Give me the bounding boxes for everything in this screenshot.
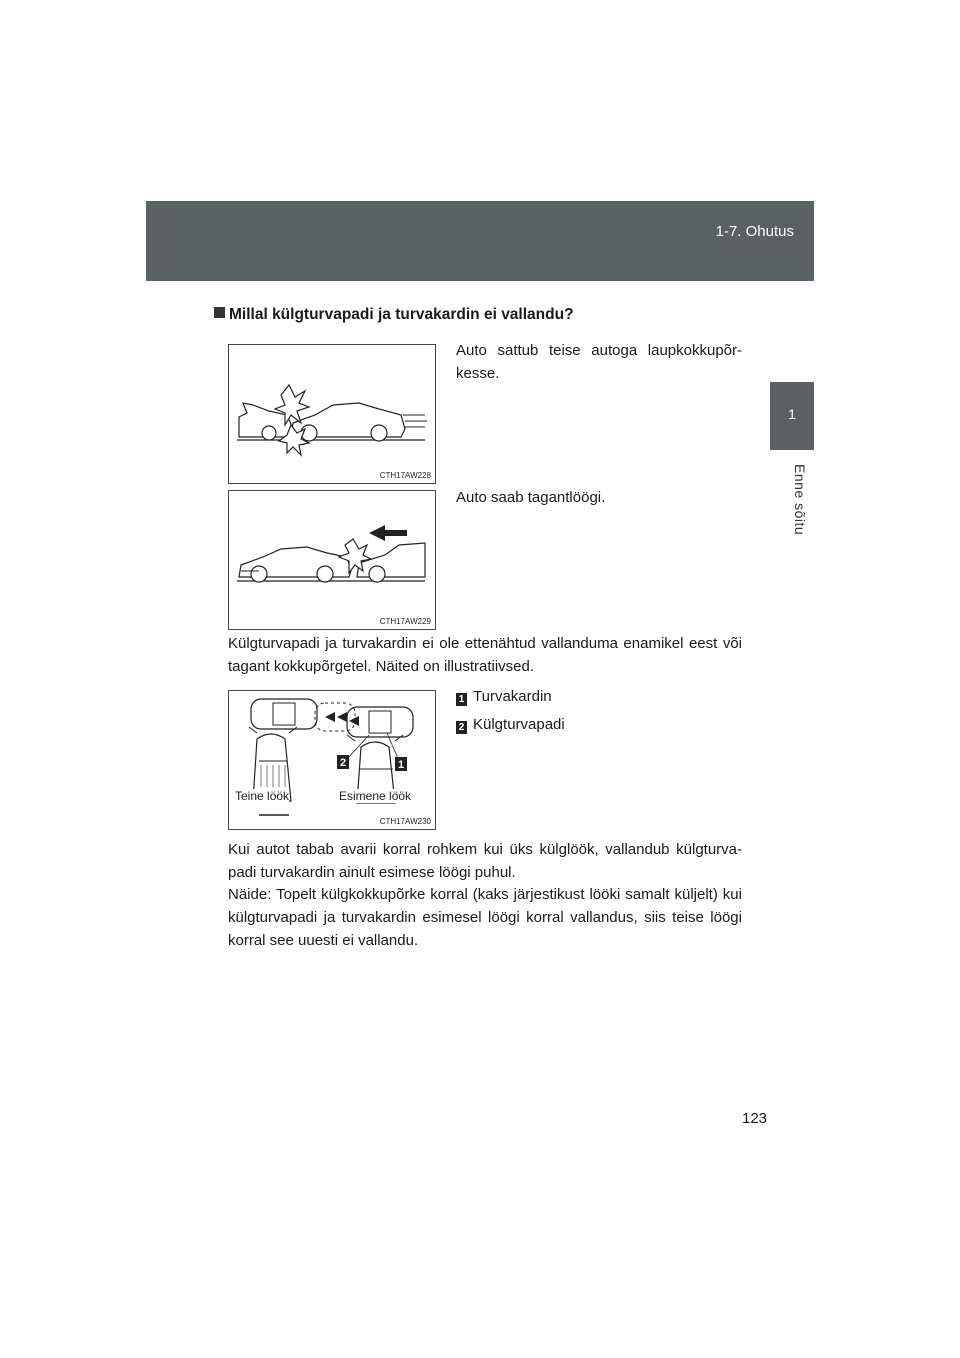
badge-1-label: 1 [397, 759, 405, 771]
figure-frontal-collision [228, 344, 436, 484]
legend-badge: 2 [456, 721, 467, 734]
legend-label: Külgturvapadi [473, 716, 565, 733]
paragraph-1: Külgturvapadi ja turvakardin ei ole ettenähtud vallanduma enamikel eest või tagant kokkupõrgetel. Näited on illustratiivsed. [228, 635, 742, 675]
figure-side-collision [228, 690, 436, 830]
paragraph-3: Näide: Topelt külgkokkupõrke korral (kaks järjestikust lööki samalt küljelt) kui külgturvapadi ja turvakardin esimesel löögi korral vallandus, siis teise löögi korral see uuesti ei vallandu. [228, 886, 742, 949]
second-impact-label: Teine löök [235, 789, 290, 803]
legend-item-1 [456, 688, 552, 706]
badge-2-label: 2 [339, 757, 347, 769]
section-heading-text: Millal külgturvapadi ja turvakardin ei vallandu? [229, 306, 574, 323]
chapter-tab-label: Enne sõitu [792, 464, 808, 536]
figure-code: CTH17AW229 [379, 617, 431, 626]
chapter-header [146, 201, 814, 281]
legend-item-2 [456, 716, 565, 734]
first-impact-label: Esimene löök [339, 789, 412, 803]
heading-square-icon [214, 307, 225, 318]
figure-rear-collision [228, 490, 436, 630]
chapter-tab [770, 382, 814, 450]
rear-collision-illustration [229, 491, 435, 629]
figure-code: CTH17AW228 [379, 471, 431, 480]
page-number: 123 [742, 1110, 768, 1127]
figure-caption: Auto sattub teise autoga laupkokkupõr- kesse. [456, 342, 742, 382]
figure-caption: Auto saab tagantlöögi. [456, 489, 606, 506]
frontal-collision-illustration [229, 345, 435, 483]
chapter-title: 1-7. Ohutus [715, 223, 794, 240]
legend-label: Turvakardin [473, 688, 552, 705]
legend-badge: 1 [456, 693, 467, 706]
figure-code: CTH17AW230 [379, 817, 431, 826]
chapter-tab-number: 1 [788, 406, 796, 422]
section-heading [214, 306, 574, 324]
side-collision-illustration [229, 691, 435, 829]
paragraph-2: Kui autot tabab avarii korral rohkem kui üks külglöök, vallandub külgturva- padi turvakardin ainult esimese löögi puhul. [228, 841, 742, 881]
